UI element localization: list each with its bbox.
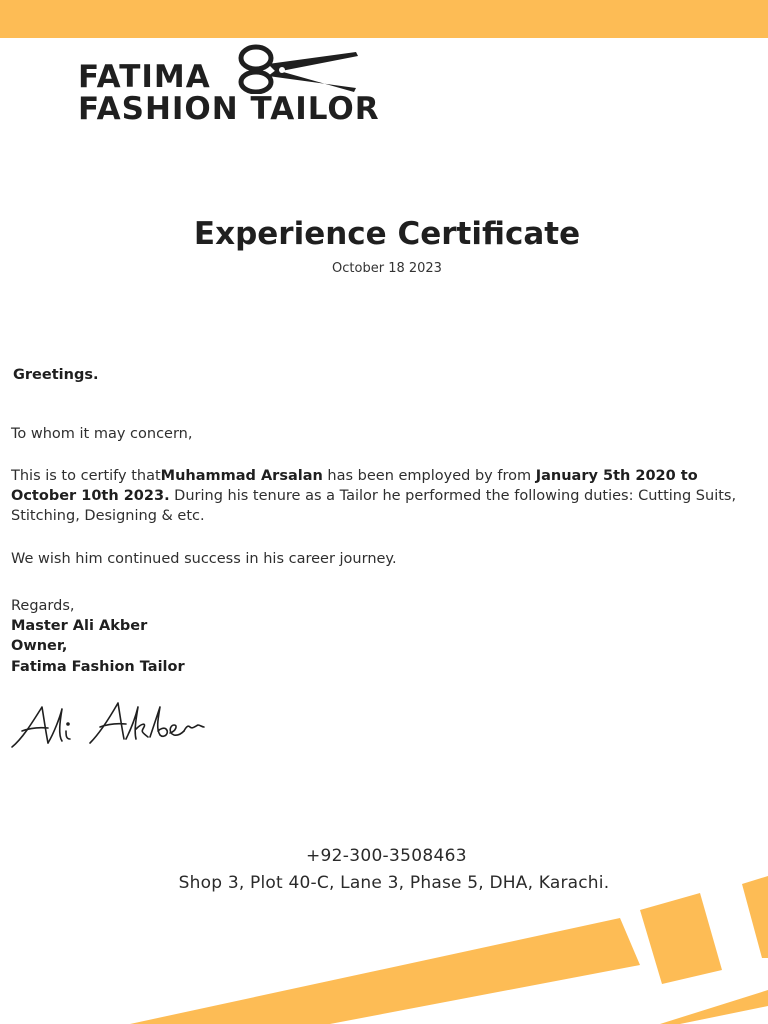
employed-text: has been employed by from	[322, 468, 536, 484]
tenure-text: During his tenure as a Tailor he performed the following duties: Cutting Suits, Stitching, Designing & etc.	[11, 488, 737, 524]
regards: Regards,	[11, 598, 75, 614]
top-accent-band	[0, 0, 768, 38]
greeting: Greetings.	[13, 367, 99, 383]
logo-line-1: FATIMA	[78, 59, 211, 95]
closing-wish: We wish him continued success in his career journey.	[11, 551, 397, 567]
signer-name: Master Ali Akber	[11, 618, 148, 634]
salutation: To whom it may concern,	[11, 426, 193, 442]
signer-role: Owner,	[11, 638, 68, 654]
scissors-icon	[236, 44, 360, 94]
end-date: October 10th 2023.	[11, 488, 170, 504]
signer-company: Fatima Fashion Tailor	[11, 659, 185, 675]
contact-phone: +92-300-3508463	[306, 846, 467, 866]
certificate-title: Experience Certificate	[193, 216, 581, 252]
certificate-date: October 18 2023	[332, 261, 442, 276]
company-logo	[78, 44, 438, 134]
contact-address: Shop 3, Plot 40-C, Lane 3, Phase 5, DHA, Karachi.	[178, 873, 610, 893]
logo-line-2: FASHION TAILOR	[78, 91, 380, 127]
start-date: January 5th 2020 to	[535, 468, 698, 484]
bottom-decorative-stripes	[0, 860, 768, 1024]
certification-paragraph	[11, 466, 761, 526]
certify-intro: This is to certify that	[11, 468, 161, 484]
employee-name: Muhammad Arsalan	[160, 468, 323, 484]
handwritten-signature	[8, 695, 208, 757]
